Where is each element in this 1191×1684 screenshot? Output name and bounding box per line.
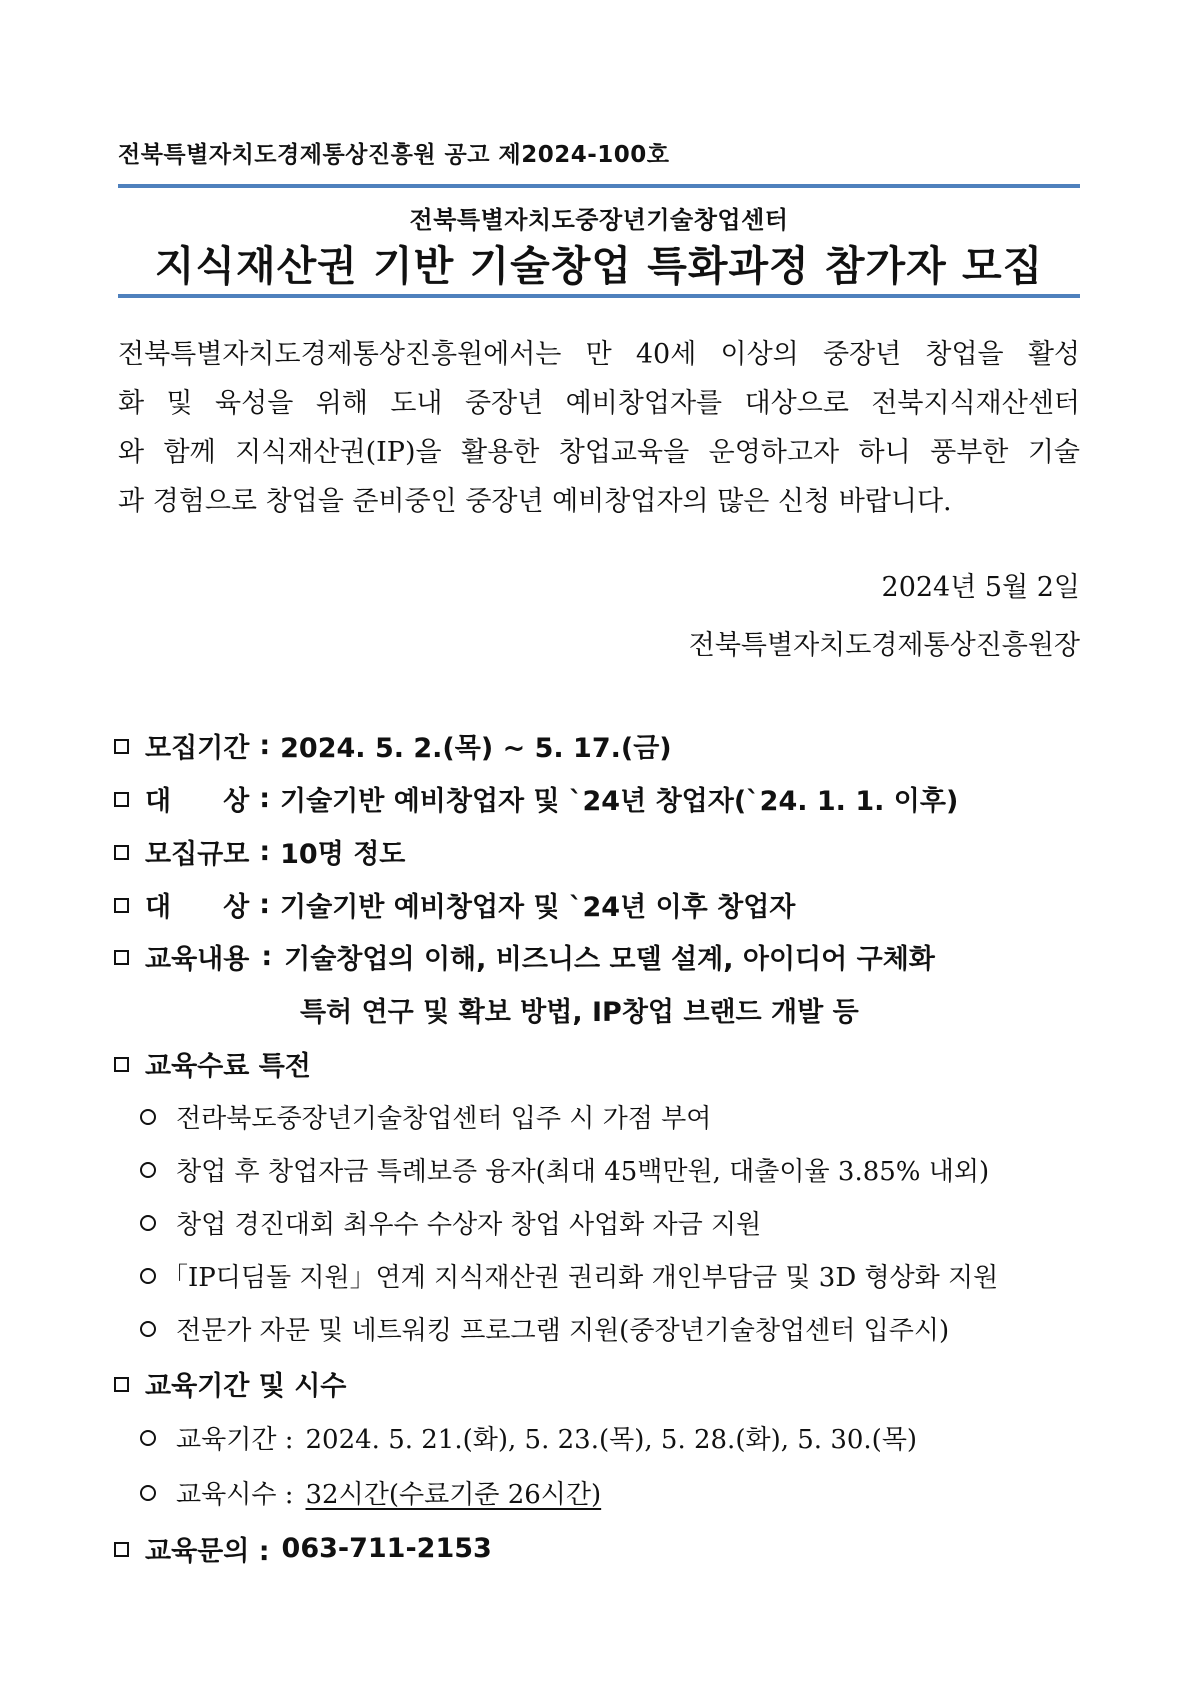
- schedule-period: [140, 1419, 917, 1456]
- checkbox-bullet-icon: [114, 1377, 129, 1392]
- item-period-label: 모집기간: [145, 733, 250, 764]
- checkbox-bullet-icon: [114, 739, 129, 754]
- benefits-heading-label: 교육수료 특전: [145, 1051, 311, 1082]
- colon: :: [259, 889, 270, 920]
- checkbox-bullet-icon: [114, 1057, 129, 1072]
- title-rule-bottom: [118, 294, 1080, 298]
- item-target-value: 기술기반 예비창업자 및 `24년 창업자(`24. 1. 1. 이후): [280, 786, 959, 817]
- benefit-text: 창업 경진대회 최우수 수상자 창업 사업화 자금 지원: [176, 1210, 762, 1240]
- item-scale: [114, 832, 405, 871]
- item-target-2: [114, 885, 795, 924]
- checkbox-bullet-icon: [114, 792, 129, 807]
- notice-date: 2024년 5월 2일: [881, 572, 1080, 603]
- intro-line: 과 경험으로 창업을 준비중인 중장년 예비창업자의 많은 신청 바랍니다.: [118, 486, 952, 517]
- item-target-label-a: 대: [145, 786, 172, 817]
- notice-number: 전북특별자치도경제통상진흥원 공고 제2024-100호: [118, 142, 670, 168]
- item-period: [114, 726, 672, 765]
- benefit-item: [140, 1204, 761, 1241]
- signer: 전북특별자치도경제통상진흥원장: [688, 630, 1080, 661]
- circle-bullet-icon: [140, 1162, 156, 1178]
- schedule-period-label: 교육기간 :: [176, 1425, 294, 1455]
- circle-bullet-icon: [140, 1268, 156, 1284]
- intro-line: 화 및 육성을 위해 도내 중장년 예비창업자를 대상으로 전북지식재산센터: [118, 388, 1080, 419]
- item-scale-label: 모집규모: [145, 839, 250, 870]
- benefit-text: 전라북도중장년기술창업센터 입주 시 가점 부여: [176, 1104, 712, 1134]
- schedule-hours: [140, 1474, 601, 1511]
- circle-bullet-icon: [140, 1430, 156, 1446]
- item-scale-value: 10명 정도: [280, 839, 406, 870]
- colon: :: [259, 836, 271, 867]
- intro-line: 와 함께 지식재산권(IP)을 활용한 창업교육을 운영하고자 하니 풍부한 기술: [118, 437, 1080, 468]
- benefits-heading: [114, 1044, 311, 1083]
- item-target-label-b: 상: [223, 892, 250, 923]
- item-content-label: 교육내용: [145, 944, 250, 975]
- title-rule-top: [118, 184, 1080, 188]
- benefit-text: 전문가 자문 및 네트워킹 프로그램 지원(중장년기술창업센터 입주시): [176, 1316, 950, 1346]
- checkbox-bullet-icon: [114, 1542, 129, 1557]
- contact-phone: 063-711-2153: [281, 1533, 492, 1564]
- contact: [114, 1529, 492, 1568]
- item-content-value: 기술창업의 이해, 비즈니스 모델 설계, 아이디어 구체화: [284, 944, 935, 975]
- item-target-label-a: 대: [145, 892, 172, 923]
- circle-bullet-icon: [140, 1321, 156, 1337]
- circle-bullet-icon: [140, 1215, 156, 1231]
- item-target-1: [114, 779, 958, 818]
- item-target-value: 기술기반 예비창업자 및 `24년 이후 창업자: [280, 892, 796, 923]
- colon: :: [259, 783, 270, 814]
- benefit-item: [140, 1310, 949, 1347]
- checkbox-bullet-icon: [114, 950, 129, 965]
- schedule-hours-label: 교육시수 :: [176, 1480, 294, 1510]
- page-title: 지식재산권 기반 기술창업 특화과정 참가자 모집: [154, 242, 1044, 290]
- colon: :: [261, 941, 273, 972]
- contact-label: 교육문의 :: [145, 1536, 270, 1567]
- circle-bullet-icon: [140, 1109, 156, 1125]
- intro-paragraph: [118, 330, 1080, 526]
- item-target-label-b: 상: [223, 786, 250, 817]
- benefit-item: [140, 1098, 711, 1135]
- schedule-heading: [114, 1364, 346, 1403]
- checkbox-bullet-icon: [114, 845, 129, 860]
- benefit-text: 창업 후 창업자금 특례보증 융자(최대 45백만원, 대출이율 3.85% 내외): [176, 1157, 990, 1187]
- colon: :: [259, 730, 271, 761]
- checkbox-bullet-icon: [114, 898, 129, 913]
- item-content: [114, 937, 935, 976]
- item-content-value-2: 특허 연구 및 확보 방법, IP창업 브랜드 개발 등: [300, 997, 859, 1028]
- circle-bullet-icon: [140, 1485, 156, 1501]
- item-period-value: 2024. 5. 2.(목) ~ 5. 17.(금): [280, 733, 672, 764]
- benefit-item: [140, 1257, 998, 1294]
- organization-name: 전북특별자치도중장년기술창업센터: [409, 206, 789, 234]
- schedule-heading-label: 교육기간 및 시수: [145, 1371, 347, 1402]
- schedule-hours-value: 32시간(수료기준 26시간): [305, 1480, 602, 1510]
- schedule-period-value: 2024. 5. 21.(화), 5. 23.(목), 5. 28.(화), 5. 30.(목): [305, 1425, 918, 1455]
- benefit-item: [140, 1151, 989, 1188]
- benefit-text: 「IP디딤돌 지원」연계 지식재산권 권리화 개인부담금 및 3D 형상화 지원: [162, 1263, 999, 1293]
- intro-line: 전북특별자치도경제통상진흥원에서는 만 40세 이상의 중장년 창업을 활성: [118, 339, 1080, 370]
